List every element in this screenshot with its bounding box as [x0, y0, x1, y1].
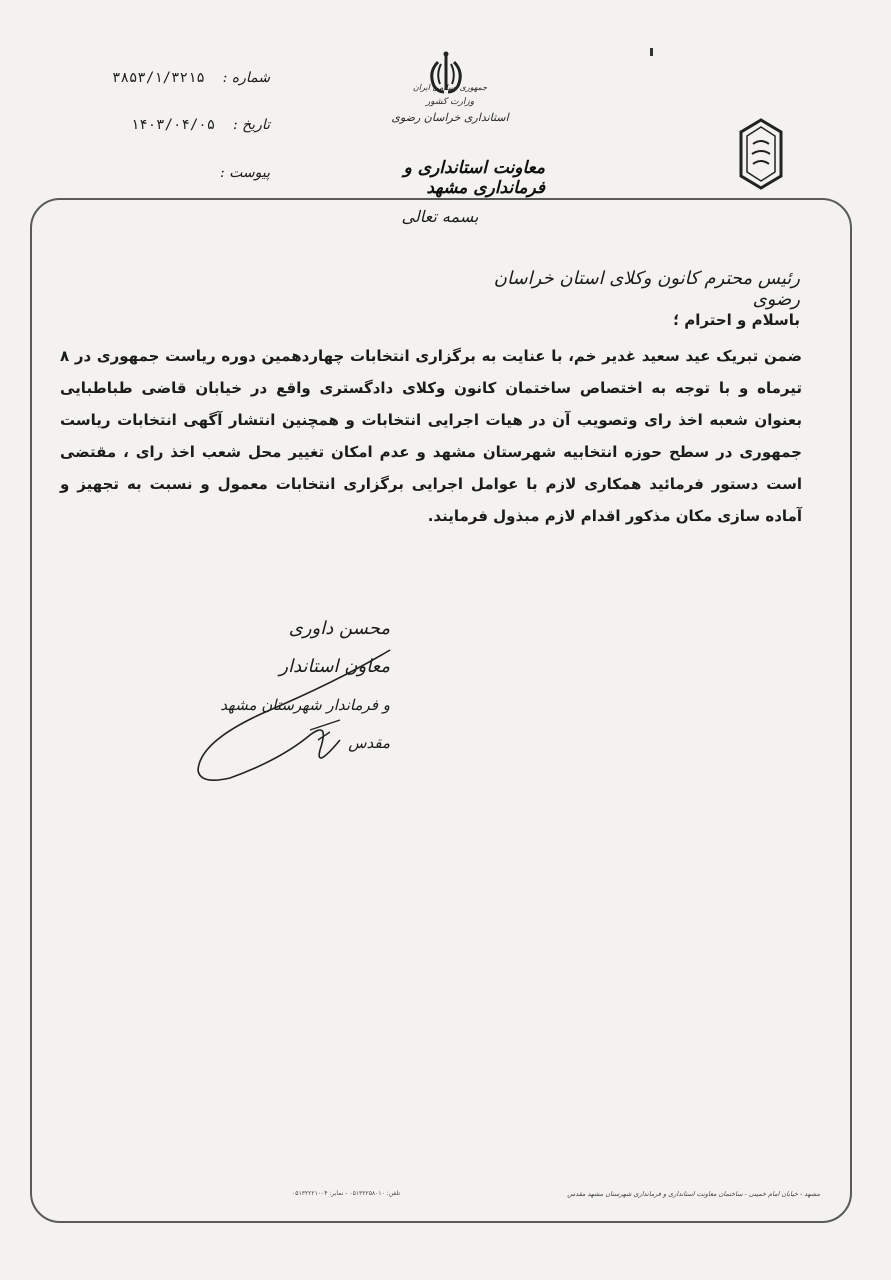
office-title: معاونت استانداری و فرمانداری مشهد: [403, 158, 545, 198]
attachment-label: پیوست :: [220, 165, 270, 181]
number-value: ۳۸۵۳/۱/۳۲۱۵: [112, 70, 205, 86]
bismillah: بسمه تعالی: [401, 207, 479, 226]
khorasan-seal-icon: [737, 118, 785, 190]
date-label: تاریخ :: [232, 117, 270, 133]
letter-number: [100, 70, 270, 86]
ministry-header: [380, 80, 520, 125]
signer-title-2: و فرماندار شهرستان مشهد مقدس: [220, 696, 390, 752]
ministry-line-3: استانداری خراسان رضوی: [391, 111, 509, 124]
letter-body: ضمن تبریک عید سعید غدیر خم، با عنایت به برگزاری انتخابات چهاردهمین دوره ریاست جمهوری در ۸ تیرماه و با توجه به اختصاص ساختمان کانون وکلای دادگستری واقع در خیابان قاضی طباطبایی بعنوان شعبه اخذ رای وتصویب آن در هیات اجرایی انتخابات و همچنین انتشار آگهی انتخابات ریاست جمهوری در سطح حوزه انتخابیه شهرستان مشهد و عدم امکان تغییر محل شعب اخذ رای ، مقتضی است دستور فرمائید همکاری لازم با عوامل اجرایی برگزاری انتخابات معمول و نسبت به تجهیز و آماده سازی مکان مذکور اقدام لازم مبذول فرمایند.: [60, 347, 802, 525]
greeting: باسلام و احترام ؛: [673, 311, 800, 329]
footer-phone: تلفن: ۰۵۱۳۲۲۵۸۰۱۰ - نمابر: ۰۵۱۳۲۲۲۱۰۰۴: [292, 1190, 400, 1197]
handwritten-signature: [190, 640, 410, 790]
signer-name: محسن داوری: [288, 618, 390, 639]
signer-title-1: معاون استاندار: [279, 656, 390, 677]
date-value: ۱۴۰۳/۰۴/۰۵: [130, 117, 216, 133]
footer-address: مشهد - خیابان امام خمینی - ساختمان معاونت استانداری و فرمانداری شهرستان مشهد مقدس: [567, 1190, 820, 1198]
recipient: رئیس محترم کانون وکلای استان خراسان رضوی: [493, 268, 800, 310]
ministry-line-2: وزارت کشور: [425, 97, 475, 107]
number-label: شماره :: [222, 70, 270, 86]
ministry-line-1: جمهوری اسلامی ایران: [412, 83, 488, 92]
mark: [650, 48, 653, 56]
letter-date: [100, 117, 270, 133]
